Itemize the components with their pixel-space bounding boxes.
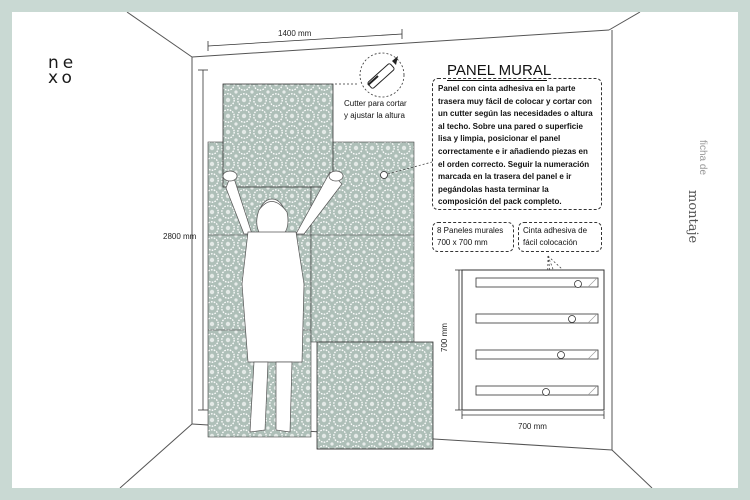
cutter-icon — [360, 53, 404, 97]
room-illustration — [12, 12, 738, 488]
cutter-note-line-2: y ajustar la altura — [344, 111, 405, 120]
tape-note — [518, 222, 602, 252]
side-label-small: ficha de — [697, 140, 708, 176]
page-title: PANEL MURAL — [447, 62, 552, 79]
panel-back-diagram — [455, 270, 604, 419]
cutter-note-line-1: Cutter para cortar — [344, 99, 407, 108]
panels-note-line-1: 8 Paneles murales — [437, 226, 504, 235]
side-label-large: montaje — [685, 190, 700, 244]
logo-line-1: ne — [48, 53, 78, 73]
panel-width-label: 700 mm — [518, 422, 547, 431]
brand-logo — [48, 53, 78, 88]
panels-note — [432, 222, 514, 252]
wall-height-dimension — [198, 70, 208, 410]
description-box — [432, 78, 602, 210]
panel-height-label: 700 mm — [440, 323, 449, 352]
panels-note-line-2: 700 x 700 mm — [437, 238, 488, 247]
description-text: Panel con cinta adhesiva en la parte trasera muy fácil de colocar y cortar con un cutter según las necesidades o altura al techo. Sobre una pared o superficie lisa y limpia, posicionar el panel correctamente e ir añadiendo piezas en el orden correcto. Seguir la numeración marcada en la trasera del panel e ir pegándolas hasta terminar la composición del pack completo. — [438, 84, 593, 207]
instruction-sheet — [12, 12, 738, 488]
wall-height-label: 2800 mm — [163, 232, 197, 241]
logo-line-2: xo — [48, 68, 76, 88]
tape-note-line-1: Cinta adhesiva de — [523, 226, 588, 235]
wall-panels — [208, 84, 433, 449]
tape-note-line-2: fácil colocación — [523, 238, 578, 247]
wall-width-label: 1400 mm — [278, 29, 312, 38]
cutter-note — [340, 96, 419, 124]
